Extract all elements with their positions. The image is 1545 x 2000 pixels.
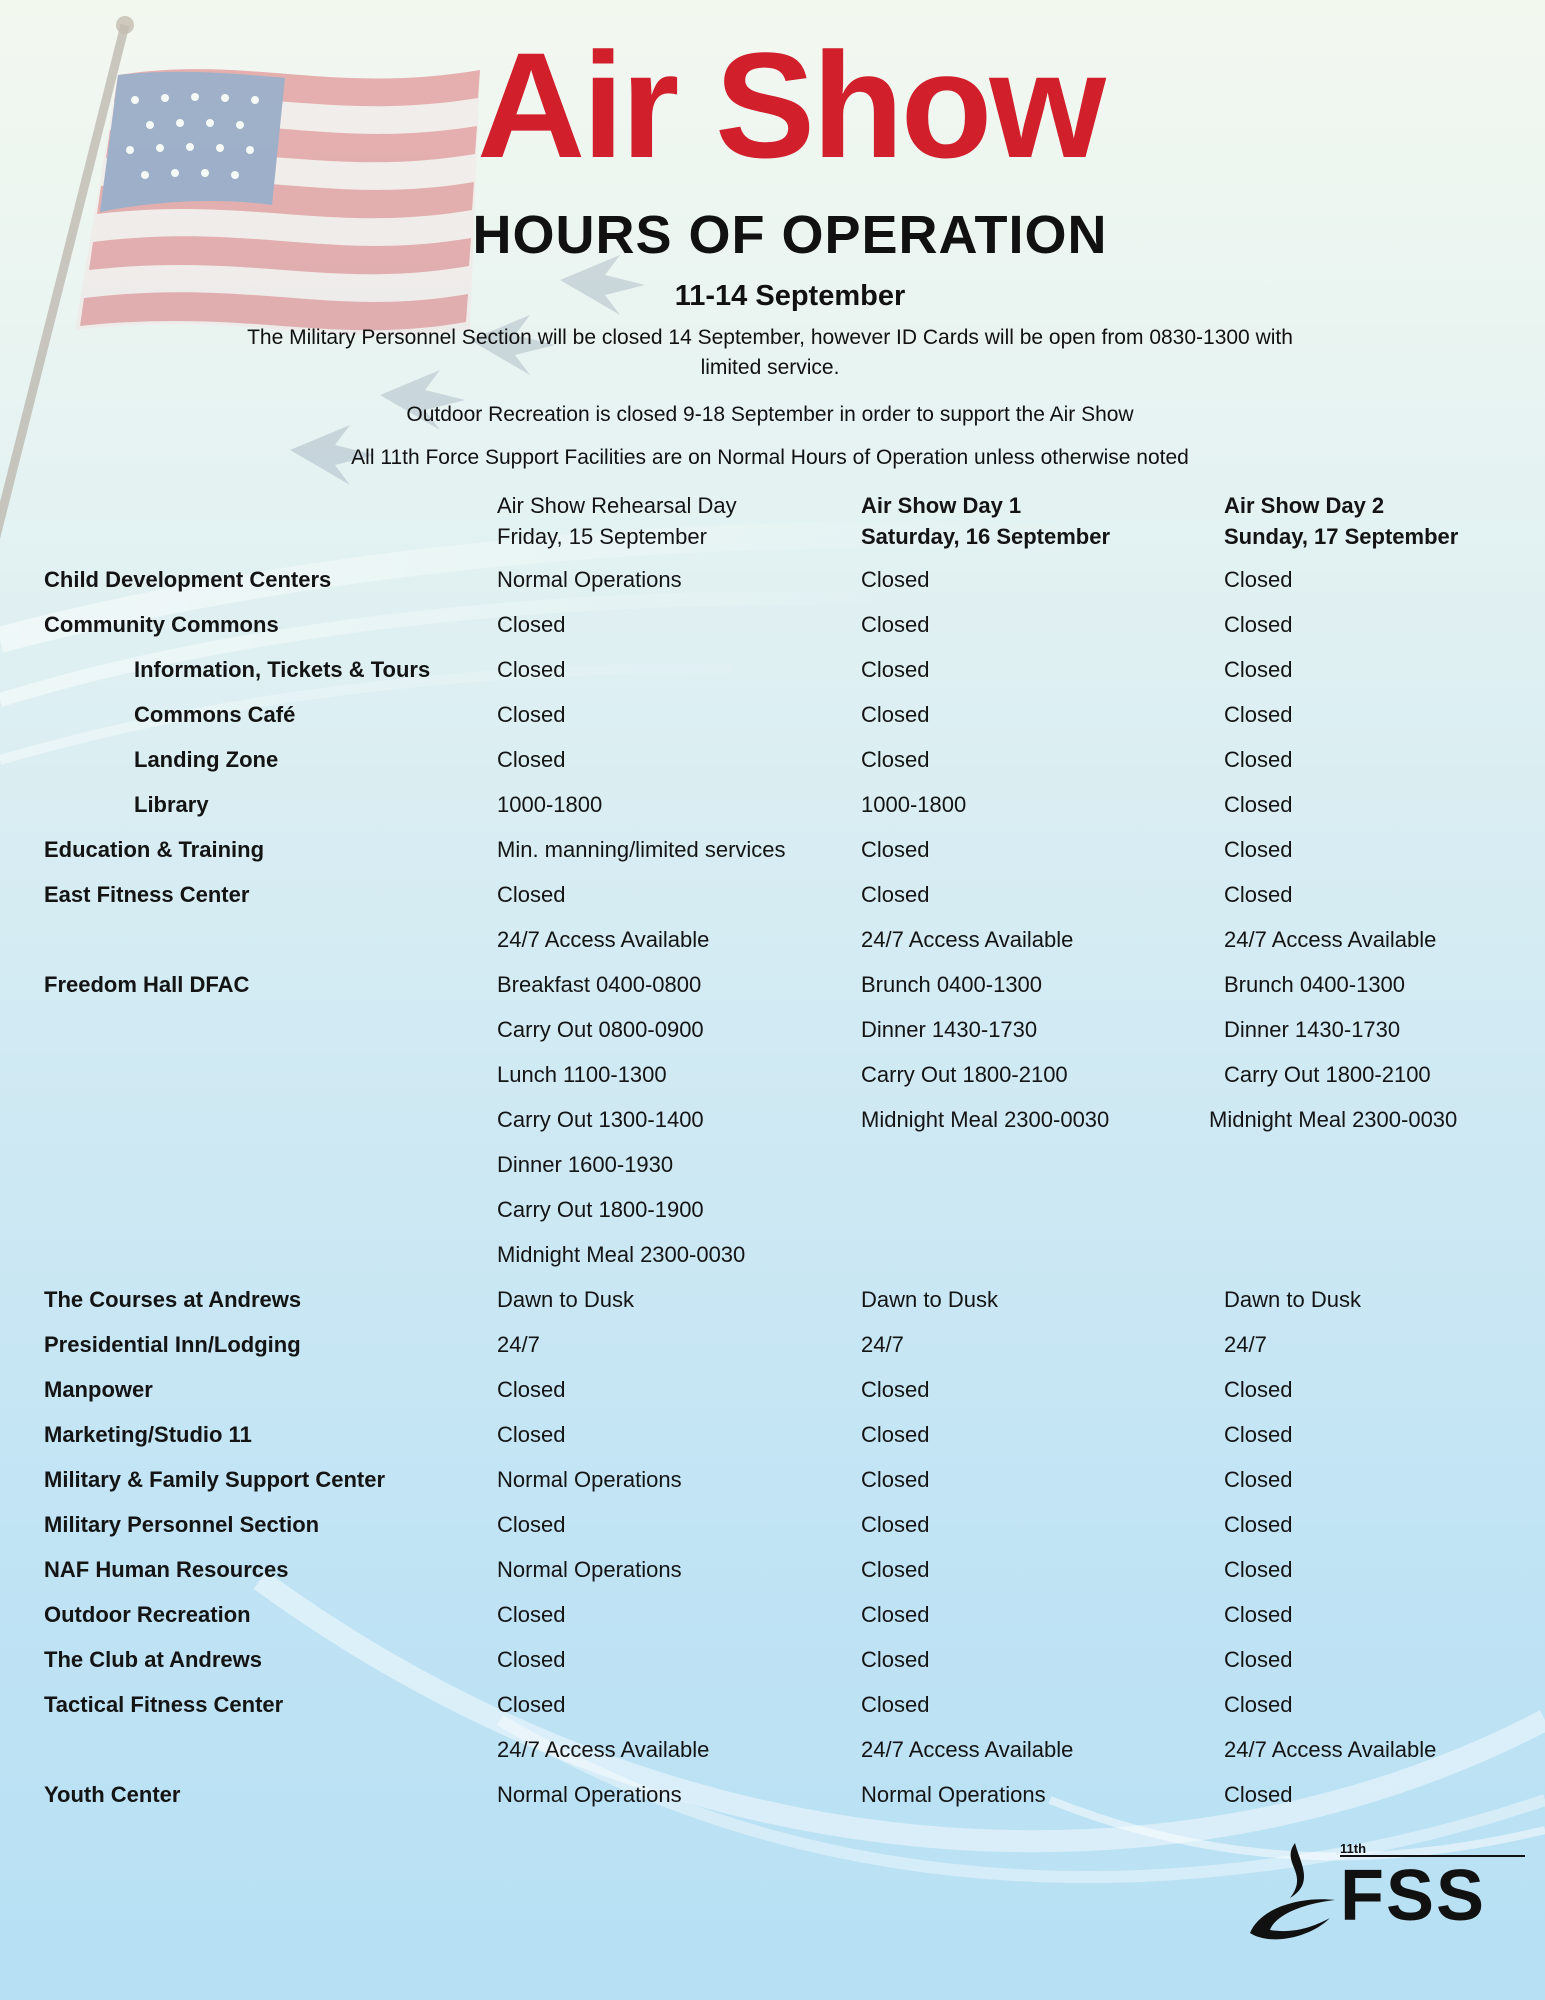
flame-icon: [1290, 1843, 1304, 1898]
day1-hours: Brunch 0400-1300: [861, 972, 1043, 997]
facility-name: East Fitness Center: [44, 882, 250, 907]
facility-name: Marketing/Studio 11: [44, 1422, 252, 1447]
day2-hours: Closed: [1224, 1512, 1293, 1537]
rehearsal-day-hours: Closed: [497, 1647, 566, 1672]
table-row: [0, 1457, 1545, 1502]
rehearsal-day-hours: Dawn to Dusk: [497, 1287, 634, 1312]
table-row: [0, 1367, 1545, 1412]
day2-hours: Closed: [1224, 657, 1293, 682]
table-row: [0, 1232, 1545, 1277]
facility-name: Landing Zone: [134, 747, 279, 772]
day1-hours: Closed: [861, 1647, 930, 1672]
day2-hours: Closed: [1224, 1692, 1293, 1717]
day2-hours: Closed: [1224, 1467, 1293, 1492]
rehearsal-day-hours: Closed: [497, 1602, 566, 1627]
rehearsal-day-hours: Closed: [497, 702, 566, 727]
table-row: [0, 917, 1545, 962]
facility-name: Outdoor Recreation: [44, 1602, 251, 1627]
table-row: [0, 827, 1545, 872]
day2-hours: Closed: [1224, 702, 1293, 727]
table-row: [0, 1547, 1545, 1592]
table-row: [0, 1502, 1545, 1547]
facility-name: The Courses at Andrews: [44, 1287, 302, 1312]
day1-hours: Closed: [861, 1422, 930, 1447]
table-row: [0, 1322, 1545, 1367]
day1-hours: Closed: [861, 1557, 930, 1582]
day2-hours: Closed: [1224, 747, 1293, 772]
facility-name: Education & Training: [44, 837, 265, 862]
table-row: [0, 647, 1545, 692]
facility-name: Presidential Inn/Lodging: [44, 1332, 301, 1357]
day2-hours: Closed: [1224, 567, 1293, 592]
day2-hours: Midnight Meal 2300-0030: [1209, 1107, 1458, 1132]
date-range: 11-14 September: [674, 280, 906, 312]
rehearsal-day-hours: Dinner 1600-1930: [497, 1152, 674, 1177]
rehearsal-day-hours: Normal Operations: [497, 1782, 682, 1807]
day2-hours: Closed: [1224, 1557, 1293, 1582]
rehearsal-day-hours: Carry Out 1300-1400: [497, 1107, 704, 1132]
day1-hours: Midnight Meal 2300-0030: [861, 1107, 1110, 1132]
day1-hours: Closed: [861, 882, 930, 907]
column-header-day1: Air Show Day 1 Saturday, 16 September: [861, 493, 1111, 549]
facility-name: Information, Tickets & Tours: [134, 657, 431, 682]
day1-hours: Normal Operations: [861, 1782, 1046, 1807]
swirl-icon: [1250, 1899, 1335, 1939]
rehearsal-day-hours: Normal Operations: [497, 1557, 682, 1582]
rehearsal-day-hours: Closed: [497, 1512, 566, 1537]
rehearsal-day-hours: Closed: [497, 1422, 566, 1447]
day2-hours: Closed: [1224, 1647, 1293, 1672]
rehearsal-day-hours: 1000-1800: [497, 792, 603, 817]
facility-name: Child Development Centers: [44, 567, 332, 592]
day2-hours: Closed: [1224, 792, 1293, 817]
day2-hours: Closed: [1224, 1602, 1293, 1627]
facility-name: Commons Café: [134, 702, 296, 727]
rehearsal-day-hours: Normal Operations: [497, 567, 682, 592]
column-header-rehearsal: Air Show Rehearsal Day Friday, 15 September: [497, 493, 737, 549]
day2-hours: Closed: [1224, 612, 1293, 637]
table-row: [0, 1142, 1545, 1187]
facility-name: Military & Family Support Center: [44, 1467, 386, 1492]
day2-hours: Closed: [1224, 882, 1293, 907]
rehearsal-day-hours: 24/7 Access Available: [497, 1737, 710, 1762]
table-row: [0, 1412, 1545, 1457]
facility-name: NAF Human Resources: [44, 1557, 289, 1582]
facility-name: Youth Center: [44, 1782, 181, 1807]
table-row: [0, 1187, 1545, 1232]
day2-hours: Dawn to Dusk: [1224, 1287, 1361, 1312]
table-row: [0, 1277, 1545, 1322]
rehearsal-day-hours: Breakfast 0400-0800: [497, 972, 702, 997]
table-row: [0, 1592, 1545, 1637]
odr-note: Outdoor Recreation is closed 9-18 September in order to support the Air Show: [406, 403, 1134, 426]
day1-hours: Dawn to Dusk: [861, 1287, 998, 1312]
day1-hours: 1000-1800: [861, 792, 967, 817]
table-row: [0, 602, 1545, 647]
table-row: [0, 872, 1545, 917]
table-row: [0, 962, 1545, 1007]
day2-hours: 24/7: [1224, 1332, 1267, 1357]
day1-hours: Closed: [861, 1692, 930, 1717]
table-row: [0, 692, 1545, 737]
day1-hours: Closed: [861, 1512, 930, 1537]
rehearsal-day-hours: 24/7: [497, 1332, 540, 1357]
table-row: [0, 782, 1545, 827]
rehearsal-day-hours: Min. manning/limited services: [497, 837, 786, 862]
table-row: [0, 1637, 1545, 1682]
day1-hours: Closed: [861, 1377, 930, 1402]
day1-hours: Dinner 1430-1730: [861, 1017, 1038, 1042]
table-row: [0, 1682, 1545, 1727]
rehearsal-day-hours: Normal Operations: [497, 1467, 682, 1492]
rehearsal-day-hours: Closed: [497, 612, 566, 637]
day1-hours: Closed: [861, 1467, 930, 1492]
rehearsal-day-hours: Carry Out 1800-1900: [497, 1197, 704, 1222]
day2-hours: Closed: [1224, 1782, 1293, 1807]
rehearsal-day-hours: Carry Out 0800-0900: [497, 1017, 704, 1042]
rehearsal-day-hours: Lunch 1100-1300: [497, 1062, 667, 1087]
rehearsal-day-hours: Closed: [497, 1377, 566, 1402]
day1-hours: Carry Out 1800-2100: [861, 1062, 1068, 1087]
rehearsal-day-hours: Closed: [497, 747, 566, 772]
table-row: [0, 1097, 1545, 1142]
mps-note: The Military Personnel Section will be closed 14 September, however ID Cards will be open from 0830-1300 with limited service.: [247, 326, 1293, 379]
rehearsal-day-hours: Closed: [497, 1692, 566, 1717]
logo-text: FSS: [1340, 1856, 1487, 1936]
page-title: Air Show: [476, 21, 1104, 189]
facility-name: Community Commons: [44, 612, 279, 637]
rehearsal-day-hours: Closed: [497, 882, 566, 907]
fss-logo: [1240, 1838, 1530, 1948]
flagpole-finial: [116, 16, 134, 34]
normal-hours-note: All 11th Force Support Facilities are on Normal Hours of Operation unless otherwise noted: [351, 446, 1189, 469]
logo-superscript: 11th: [1340, 1841, 1367, 1856]
rehearsal-day-hours: 24/7 Access Available: [497, 927, 710, 952]
day1-hours: 24/7: [861, 1332, 904, 1357]
day2-hours: Brunch 0400-1300: [1224, 972, 1406, 997]
day2-hours: 24/7 Access Available: [1224, 927, 1437, 952]
facility-name: Tactical Fitness Center: [44, 1692, 284, 1717]
table-row: [0, 737, 1545, 782]
facility-name: Library: [134, 792, 209, 817]
table-row: [0, 1007, 1545, 1052]
day1-hours: 24/7 Access Available: [861, 1737, 1074, 1762]
day2-hours: Closed: [1224, 837, 1293, 862]
facility-name: Manpower: [44, 1377, 153, 1402]
page-subtitle: HOURS OF OPERATION: [472, 205, 1108, 265]
day1-hours: Closed: [861, 567, 930, 592]
day2-hours: Dinner 1430-1730: [1224, 1017, 1401, 1042]
rehearsal-day-hours: Midnight Meal 2300-0030: [497, 1242, 746, 1267]
table-row: [0, 1772, 1545, 1817]
facility-name: The Club at Andrews: [44, 1647, 262, 1672]
day2-hours: Closed: [1224, 1377, 1293, 1402]
day2-hours: Carry Out 1800-2100: [1224, 1062, 1431, 1087]
day1-hours: Closed: [861, 657, 930, 682]
day1-hours: Closed: [861, 837, 930, 862]
day1-hours: Closed: [861, 702, 930, 727]
column-header-day2: Air Show Day 2 Sunday, 17 September: [1224, 493, 1459, 549]
day1-hours: Closed: [861, 612, 930, 637]
table-row: [0, 1727, 1545, 1772]
rehearsal-day-hours: Closed: [497, 657, 566, 682]
facility-name: Freedom Hall DFAC: [44, 972, 250, 997]
day2-hours: 24/7 Access Available: [1224, 1737, 1437, 1762]
table-row: [0, 557, 1545, 602]
table-row: [0, 1052, 1545, 1097]
day1-hours: Closed: [861, 747, 930, 772]
facility-name: Military Personnel Section: [44, 1512, 320, 1537]
day1-hours: 24/7 Access Available: [861, 927, 1074, 952]
day2-hours: Closed: [1224, 1422, 1293, 1447]
day1-hours: Closed: [861, 1602, 930, 1627]
